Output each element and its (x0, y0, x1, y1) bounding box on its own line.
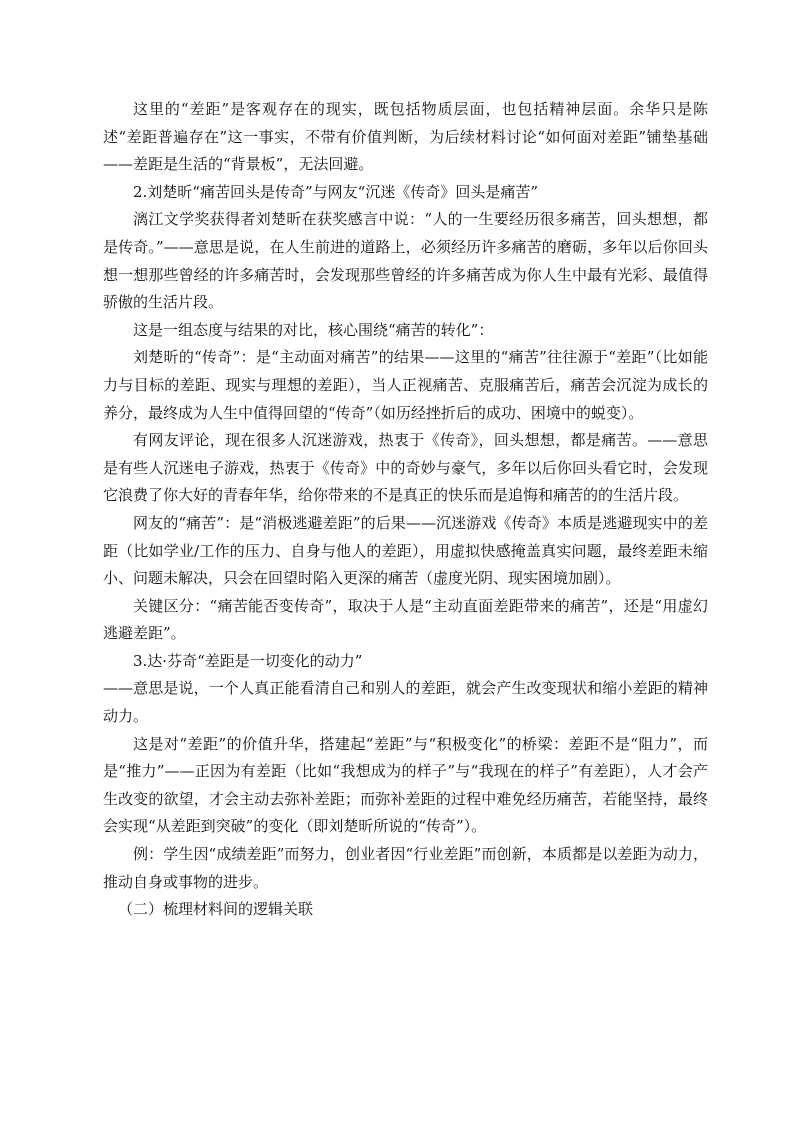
paragraph-liu-chuxin-speech: 漓江文学奖获得者刘楚昕在获奖感言中说：“人的一生要经历很多痛苦，回头想想，都是传奇。”——意思是说，在人生前进的道路上，必须经历许多痛苦的磨砺，多年以后你回头想一想那些曾经的许多痛苦时，会发现那些曾经的许多痛苦成为你人生中最有光彩、最值得骄傲的生活片段。 (103, 210, 708, 312)
paragraph-liu-chuxin-legend: 刘楚昕的“传奇”：是“主动面对痛苦”的结果——这里的“痛苦”往往源于“差距”（比如能力与目标的差距、现实与理想的差距），当人正视痛苦、克服痛苦后，痛苦会沉淀为成长的养分，最终成为人生中值得回望的“传奇”（如历经挫折后的成功、困境中的蜕变）。 (103, 348, 708, 422)
heading-liu-chuxin-quote: 2.刘楚昕“痛苦回头是传奇”与网友“沉迷《传奇》回头是痛苦” (133, 182, 538, 201)
section-heading-logic: （二）梳理材料间的逻辑关联 (118, 900, 314, 919)
paragraph-contrast-intro: 这是一组态度与结果的对比，核心围绕“痛苦的转化”： (133, 320, 494, 339)
paragraph-example: 例：学生因“成绩差距”而努力，创业者因“行业差距”而创新，本质都是以差距为动力，推动自身或事物的进步。 (103, 845, 708, 891)
paragraph-da-vinci-meaning: ——意思是说，一个人真正能看清自己和别人的差距，就会产生改变现状和缩小差距的精神动力。 (103, 679, 708, 726)
heading-da-vinci-quote: 3.达·芬奇“差距是一切变化的动力” (133, 651, 363, 670)
paragraph-netizen-pain: 网友的“痛苦”：是“消极逃避差距”的后果——沉迷游戏《传奇》本质是逃避现实中的差距（比如学业/工作的压力、自身与他人的差距），用虚拟快感掩盖真实问题，最终差距未缩小、问题未解决，只会在回望时陷入更深的痛苦（虚度光阴、现实困境加剧）。 (103, 513, 708, 588)
paragraph-gap-explanation: 这里的“差距”是客观存在的现实，既包括物质层面，也包括精神层面。余华只是陈述“差距普遍存在”这一事实，不带有价值判断，为后续材料讨论“如何面对差距”铺垫基础——差距是生活的“背景板”，无法回避。 (103, 100, 708, 174)
paragraph-gap-value: 这是对“差距”的价值升华，搭建起“差距”与“积极变化”的桥梁：差距不是“阻力”，而是“推力”——正因为有差距（比如“我想成为的样子”与“我现在的样子”有差距），人才会产生改变的欲望，才会主动去弥补差距；而弥补差距的过程中难免经历痛苦，若能坚持，最终会实现“从差距到突破”的变化（即刘楚昕所说的“传奇”）。 (103, 734, 708, 836)
paragraph-key-distinction: 关键区分：“痛苦能否变传奇”，取决于人是“主动直面差距带来的痛苦”，还是“用虚幻逃避差距”。 (103, 596, 708, 643)
paragraph-netizen-comment: 有网友评论，现在很多人沉迷游戏，热衷于《传奇》，回头想想，都是痛苦。——意思是有些人沉迷电子游戏，热衷于《传奇》中的奇妙与豪气，多年以后你回头看它时，会发现它浪费了你大好的青春年华，给你带来的不是真正的快乐而是追悔和痛苦的的生活片段。 (103, 431, 708, 505)
